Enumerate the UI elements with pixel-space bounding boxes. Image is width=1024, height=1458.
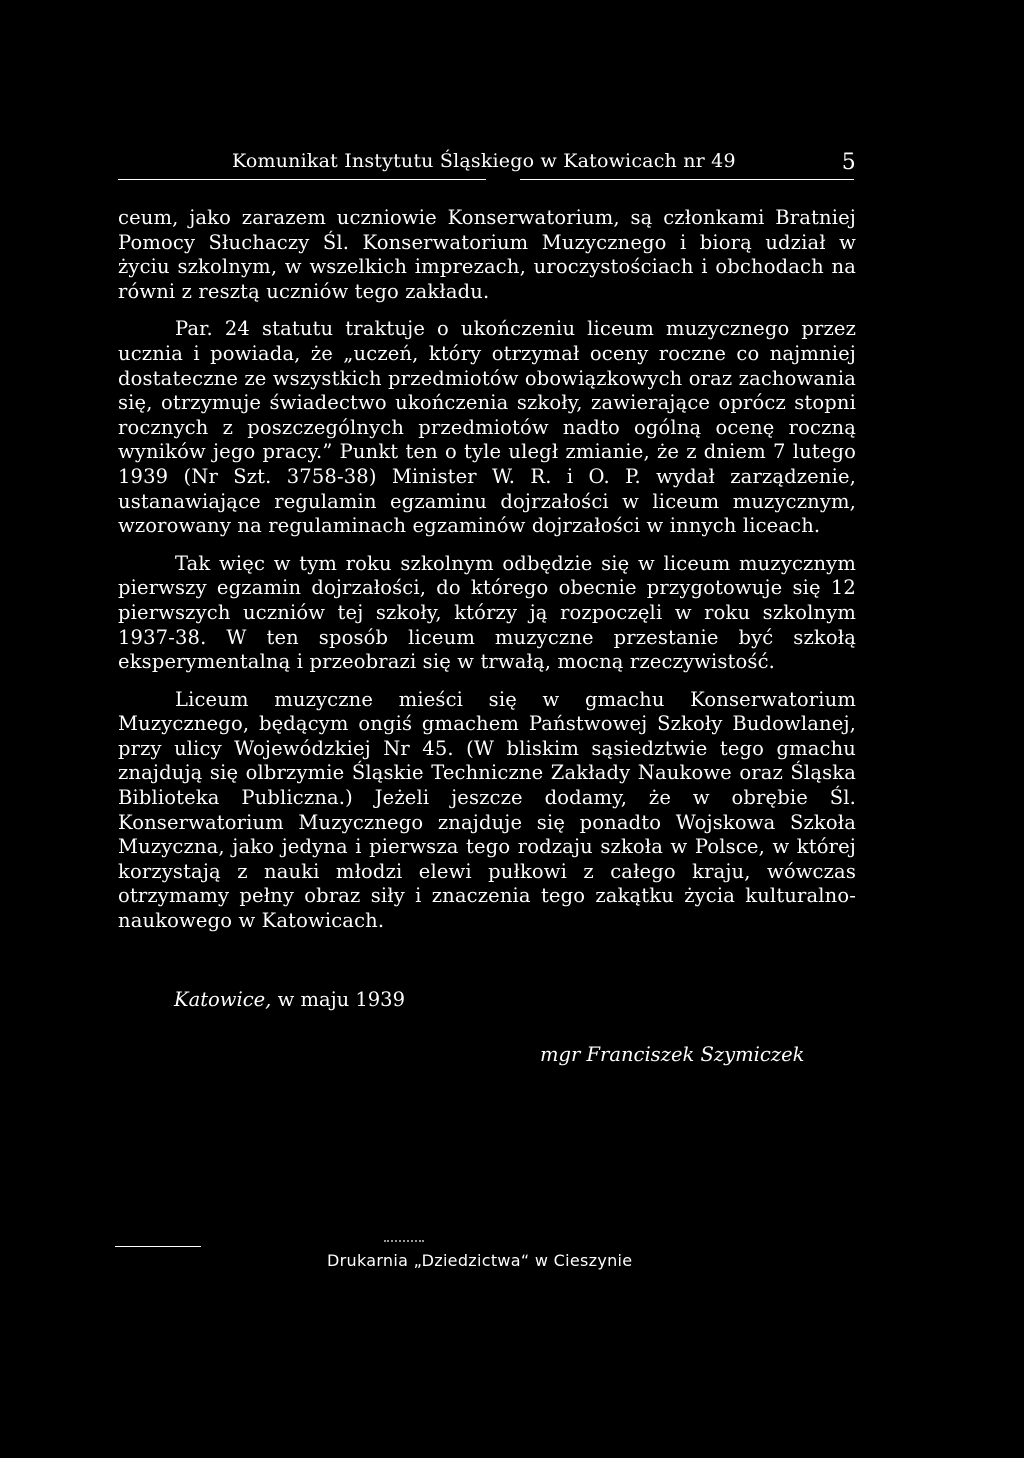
running-head — [118, 148, 856, 178]
body-text — [118, 206, 856, 934]
footer-rule — [115, 1246, 201, 1247]
signature: mgr Franciszek Szymiczek — [540, 1043, 805, 1066]
paragraph-building: Liceum muzyczne mieści się w gmachu Konserwatorium Muzycznego, będącym ongiś gmachem Państwowej Szkoły Budowlanej, przy ulicy Wojewódzkiej Nr 45. (W bliskim sąsiedztwie tego gmachu znajdują się olbrzymie Śląskie Techniczne Zakłady Naukowe oraz Śląska Biblioteka Publiczna.) Jeżeli jeszcze dodamy, że w obrębie Śl. Konserwatorium Muzycznego znajduje się ponadto Wojskowa Szkoła Muzyczna, jako jedyna i pierwsza tego rodzaju szkoła w Polsce, w której korzystają z nauki młodzi elewi pułkowi z całego kraju, wówczas otrzymamy pełny obraz siły i znaczenia tego zakątku życia kulturalno-naukowego w Katowicach. — [118, 687, 856, 933]
date: w maju 1939 — [277, 988, 405, 1011]
place: Katowice, — [174, 988, 272, 1011]
place-date — [174, 988, 405, 1012]
printer-imprint: Drukarnia „Dziedzictwa“ w Cieszynie — [327, 1251, 633, 1270]
page-number: 5 — [841, 150, 856, 175]
header-rule-right — [520, 179, 854, 180]
paragraph-statute: Par. 24 statutu traktuje o ukończeniu liceum muzycznego przez ucznia i powiada, że „uczeń, który otrzymał oceny roczne co najmniej dostateczne ze wszystkich przedmiotów obowiązkowych oraz zachowania się, otrzymuje świadectwo ukończenia szkoły, zawierające oprócz stopni rocznych z poszczególnych przedmiotów nadto ogólną ocenę roczną wyników jego pracy.” Punkt ten o tyle uległ zmianie, że z dniem 7 lutego 1939 (Nr Szt. 3758-38) Minister W. R. i O. P. wydał zarządzenie, ustanawiające regulamin egzaminu dojrzałości w liceum muzycznym, wzorowany na regulaminach egzaminów dojrzałości w innych liceach. — [118, 317, 856, 538]
header-rule-left — [118, 179, 486, 180]
paragraph-exam: Tak więc w tym roku szkolnym odbędzie się w liceum muzycznym pierwszy egzamin dojrzałości, do którego obecnie przygotowuje się 12 pierwszych uczniów tej szkoły, którzy ją rozpoczęli w roku szkolnym 1937-38. W ten sposób liceum muzyczne przestanie być szkołą eksperymentalną i przeobrazi się w trwałą, mocną rzeczywistość. — [118, 551, 856, 674]
paragraph-continuation: ceum, jako zarazem uczniowie Konserwatorium, są członkami Bratniej Pomocy Słuchaczy Śl. Konserwatorium Muzycznego i biorą udział w życiu szkolnym, w wszelkich imprezach, uroczystościach i obchodach na równi z resztą uczniów tego zakładu. — [118, 206, 856, 303]
footer-dots — [384, 1240, 424, 1244]
running-head-title: Komunikat Instytutu Śląskiego w Katowicach nr 49 — [232, 150, 736, 172]
